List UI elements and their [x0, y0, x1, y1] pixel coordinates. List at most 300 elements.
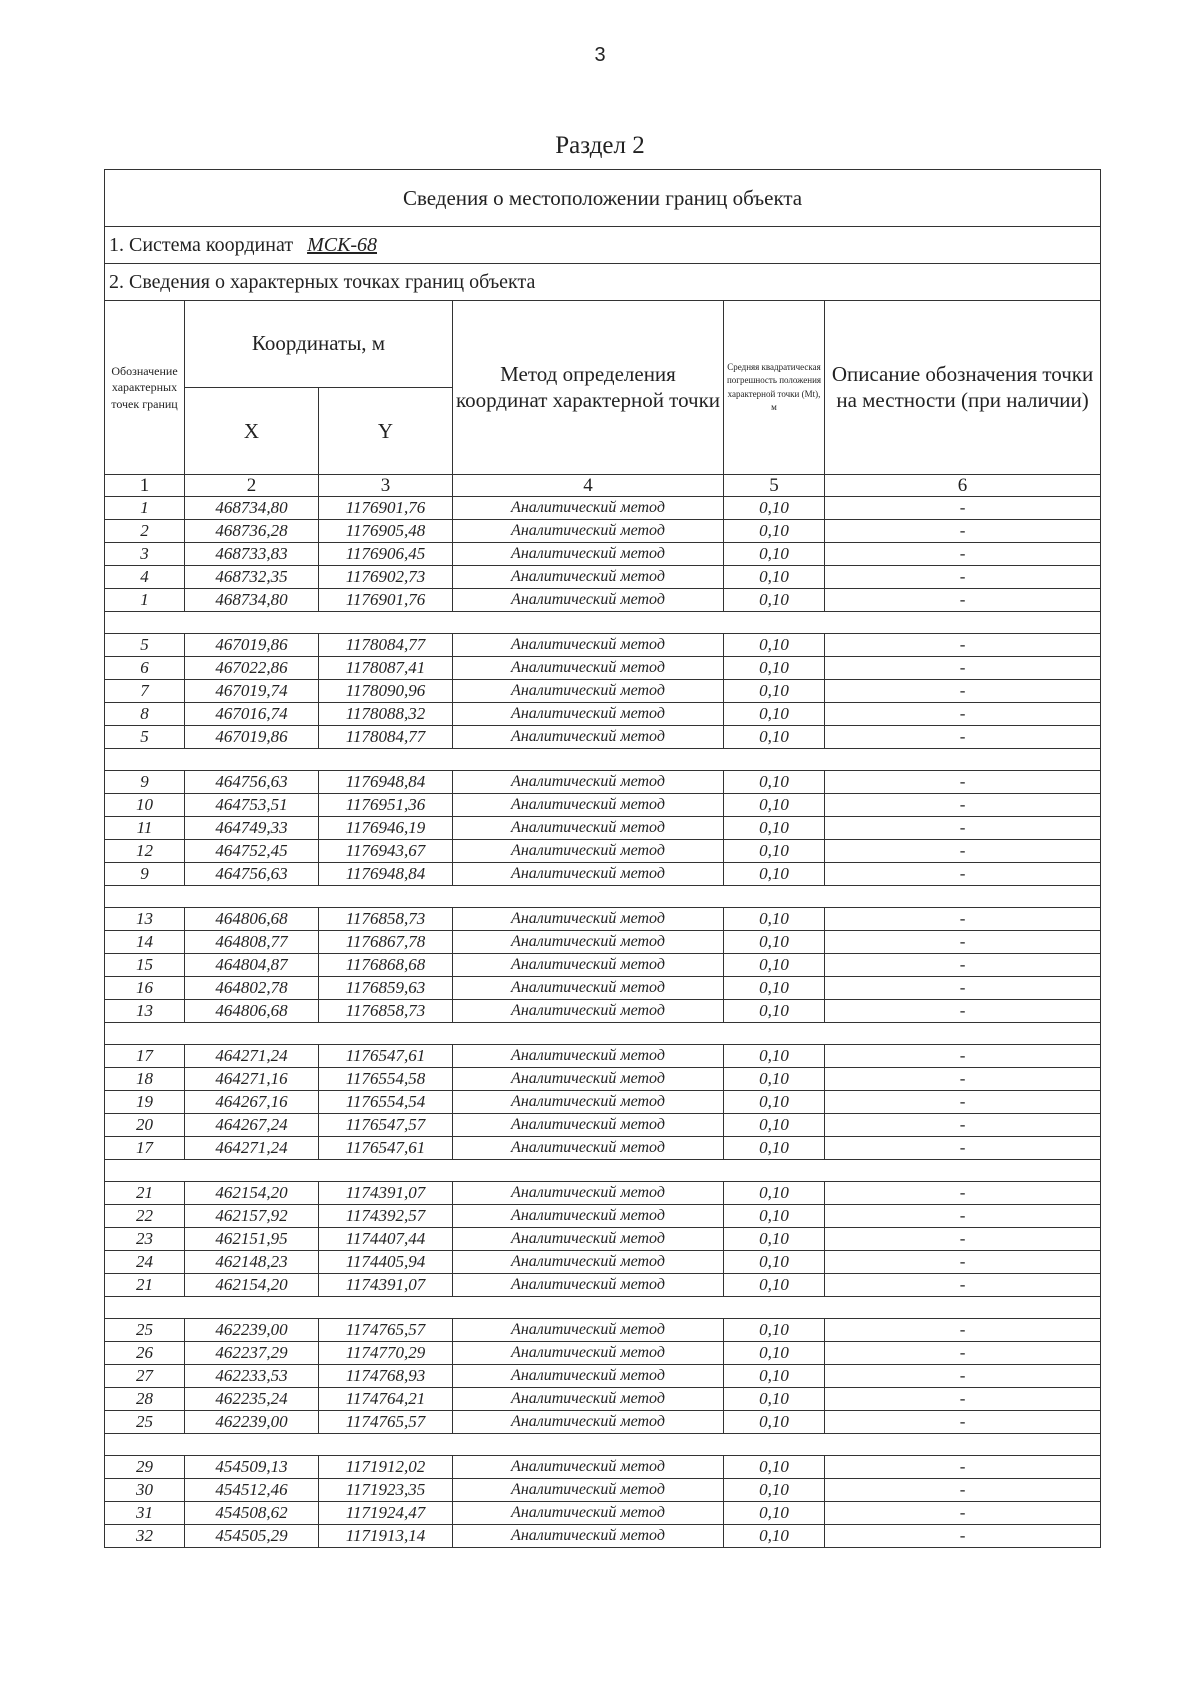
- table-row: [105, 1525, 1101, 1548]
- x-coord-cell: 464267,16: [185, 1091, 319, 1114]
- description-cell: -: [825, 726, 1101, 749]
- x-coord-cell: 462151,95: [185, 1228, 319, 1251]
- column-number: 4: [453, 475, 724, 497]
- point-id-cell: 15: [105, 954, 185, 977]
- boundary-points-table: [104, 169, 1101, 1548]
- table-row: [105, 771, 1101, 794]
- description-cell: -: [825, 1456, 1101, 1479]
- description-cell: -: [825, 1251, 1101, 1274]
- group-separator-row: [105, 886, 1101, 908]
- point-id-cell: 29: [105, 1456, 185, 1479]
- group-separator: [105, 749, 1101, 771]
- group-separator: [105, 1160, 1101, 1182]
- description-cell: -: [825, 1182, 1101, 1205]
- description-cell: -: [825, 771, 1101, 794]
- coord-system: [105, 227, 1101, 264]
- table-row: [105, 634, 1101, 657]
- x-coord-cell: 462233,53: [185, 1365, 319, 1388]
- y-coord-cell: 1174392,57: [319, 1205, 453, 1228]
- table-row: [105, 1365, 1101, 1388]
- point-id-cell: 6: [105, 657, 185, 680]
- method-cell: Аналитический метод: [453, 977, 724, 1000]
- x-coord-cell: 468734,80: [185, 497, 319, 520]
- mt-cell: 0,10: [724, 931, 825, 954]
- method-cell: Аналитический метод: [453, 634, 724, 657]
- point-id-cell: 8: [105, 703, 185, 726]
- method-cell: Аналитический метод: [453, 1525, 724, 1548]
- method-cell: Аналитический метод: [453, 1342, 724, 1365]
- description-cell: -: [825, 1479, 1101, 1502]
- method-cell: Аналитический метод: [453, 840, 724, 863]
- section-title: Раздел 2: [555, 132, 645, 159]
- table-row: [105, 977, 1101, 1000]
- point-id-cell: 25: [105, 1411, 185, 1434]
- method-cell: Аналитический метод: [453, 1114, 724, 1137]
- y-coord-cell: 1176867,78: [319, 931, 453, 954]
- table-row: [105, 543, 1101, 566]
- description-cell: -: [825, 908, 1101, 931]
- y-coord-cell: 1178084,77: [319, 726, 453, 749]
- point-id-cell: 13: [105, 1000, 185, 1023]
- y-coord-cell: 1176901,76: [319, 497, 453, 520]
- y-coord-cell: 1174391,07: [319, 1182, 453, 1205]
- method-cell: Аналитический метод: [453, 589, 724, 612]
- mt-cell: 0,10: [724, 497, 825, 520]
- header-x: X: [185, 388, 319, 475]
- page-number: 3: [594, 44, 606, 66]
- x-coord-cell: 454509,13: [185, 1456, 319, 1479]
- method-cell: Аналитический метод: [453, 1502, 724, 1525]
- table-row: [105, 1319, 1101, 1342]
- x-coord-cell: 462148,23: [185, 1251, 319, 1274]
- y-coord-cell: 1174765,57: [319, 1319, 453, 1342]
- mt-cell: 0,10: [724, 1274, 825, 1297]
- table-row: [105, 1205, 1101, 1228]
- header-method: Метод определения координат характерной точки: [453, 301, 724, 475]
- method-cell: Аналитический метод: [453, 1456, 724, 1479]
- method-cell: Аналитический метод: [453, 1091, 724, 1114]
- method-cell: Аналитический метод: [453, 817, 724, 840]
- table-row: [105, 840, 1101, 863]
- table-row: [105, 1137, 1101, 1160]
- y-coord-cell: 1176906,45: [319, 543, 453, 566]
- y-coord-cell: 1174768,93: [319, 1365, 453, 1388]
- table-row: [105, 1228, 1101, 1251]
- header-mt: Средняя квадратическая погрешность положения характерной точки (Mt), м: [724, 301, 825, 475]
- mt-cell: 0,10: [724, 908, 825, 931]
- description-cell: -: [825, 1319, 1101, 1342]
- y-coord-cell: 1178087,41: [319, 657, 453, 680]
- x-coord-cell: 464753,51: [185, 794, 319, 817]
- description-cell: -: [825, 840, 1101, 863]
- point-id-cell: 17: [105, 1137, 185, 1160]
- description-cell: -: [825, 1388, 1101, 1411]
- y-coord-cell: 1176547,61: [319, 1045, 453, 1068]
- x-coord-cell: 462237,29: [185, 1342, 319, 1365]
- x-coord-cell: 454512,46: [185, 1479, 319, 1502]
- mt-cell: 0,10: [724, 1319, 825, 1342]
- table-row: [105, 794, 1101, 817]
- description-cell: -: [825, 1091, 1101, 1114]
- description-cell: -: [825, 680, 1101, 703]
- method-cell: Аналитический метод: [453, 794, 724, 817]
- table-row: [105, 703, 1101, 726]
- table-row: [105, 1000, 1101, 1023]
- point-id-cell: 3: [105, 543, 185, 566]
- y-coord-cell: 1176868,68: [319, 954, 453, 977]
- point-id-cell: 32: [105, 1525, 185, 1548]
- x-coord-cell: 467022,86: [185, 657, 319, 680]
- x-coord-cell: 468732,35: [185, 566, 319, 589]
- x-coord-cell: 462154,20: [185, 1274, 319, 1297]
- mt-cell: 0,10: [724, 1365, 825, 1388]
- mt-cell: 0,10: [724, 1091, 825, 1114]
- x-coord-cell: 454505,29: [185, 1525, 319, 1548]
- point-id-cell: 26: [105, 1342, 185, 1365]
- point-id-cell: 4: [105, 566, 185, 589]
- mt-cell: 0,10: [724, 840, 825, 863]
- mt-cell: 0,10: [724, 589, 825, 612]
- point-id-cell: 17: [105, 1045, 185, 1068]
- y-coord-cell: 1176554,54: [319, 1091, 453, 1114]
- points-caption-row: [105, 264, 1101, 301]
- description-cell: -: [825, 1205, 1101, 1228]
- column-number-row: [105, 475, 1101, 497]
- column-number: 6: [825, 475, 1101, 497]
- y-coord-cell: 1174391,07: [319, 1274, 453, 1297]
- method-cell: Аналитический метод: [453, 520, 724, 543]
- x-coord-cell: 462154,20: [185, 1182, 319, 1205]
- x-coord-cell: 464806,68: [185, 908, 319, 931]
- y-coord-cell: 1176858,73: [319, 908, 453, 931]
- x-coord-cell: 464756,63: [185, 863, 319, 886]
- x-coord-cell: 464271,24: [185, 1045, 319, 1068]
- method-cell: Аналитический метод: [453, 954, 724, 977]
- x-coord-cell: 467019,86: [185, 726, 319, 749]
- y-coord-cell: 1176948,84: [319, 863, 453, 886]
- column-number: 2: [185, 475, 319, 497]
- coord-system-label: 1. Система координат: [109, 233, 294, 256]
- table-row: [105, 1502, 1101, 1525]
- header-row-1: [105, 301, 1101, 388]
- x-coord-cell: 462235,24: [185, 1388, 319, 1411]
- table-caption-row: [105, 170, 1101, 227]
- mt-cell: 0,10: [724, 1388, 825, 1411]
- mt-cell: 0,10: [724, 634, 825, 657]
- column-number: 1: [105, 475, 185, 497]
- mt-cell: 0,10: [724, 977, 825, 1000]
- description-cell: -: [825, 977, 1101, 1000]
- x-coord-cell: 464804,87: [185, 954, 319, 977]
- x-coord-cell: 468734,80: [185, 589, 319, 612]
- x-coord-cell: 464271,24: [185, 1137, 319, 1160]
- coord-system-value: МСК-68: [307, 233, 378, 256]
- table-row: [105, 1114, 1101, 1137]
- point-id-cell: 9: [105, 771, 185, 794]
- method-cell: Аналитический метод: [453, 931, 724, 954]
- mt-cell: 0,10: [724, 1456, 825, 1479]
- mt-cell: 0,10: [724, 1411, 825, 1434]
- method-cell: Аналитический метод: [453, 497, 724, 520]
- description-cell: -: [825, 497, 1101, 520]
- y-coord-cell: 1171923,35: [319, 1479, 453, 1502]
- description-cell: -: [825, 1068, 1101, 1091]
- mt-cell: 0,10: [724, 1114, 825, 1137]
- mt-cell: 0,10: [724, 1479, 825, 1502]
- description-cell: -: [825, 657, 1101, 680]
- description-cell: -: [825, 931, 1101, 954]
- mt-cell: 0,10: [724, 566, 825, 589]
- table-caption: Сведения о местоположении границ объекта: [105, 170, 1101, 227]
- point-id-cell: 9: [105, 863, 185, 886]
- x-coord-cell: 464752,45: [185, 840, 319, 863]
- description-cell: -: [825, 817, 1101, 840]
- y-coord-cell: 1171913,14: [319, 1525, 453, 1548]
- description-cell: -: [825, 954, 1101, 977]
- point-id-cell: 7: [105, 680, 185, 703]
- mt-cell: 0,10: [724, 543, 825, 566]
- x-coord-cell: 464808,77: [185, 931, 319, 954]
- table-row: [105, 1274, 1101, 1297]
- table-row: [105, 1342, 1101, 1365]
- column-number: 5: [724, 475, 825, 497]
- y-coord-cell: 1176951,36: [319, 794, 453, 817]
- mt-cell: 0,10: [724, 1068, 825, 1091]
- point-id-cell: 27: [105, 1365, 185, 1388]
- y-coord-cell: 1176858,73: [319, 1000, 453, 1023]
- mt-cell: 0,10: [724, 794, 825, 817]
- description-cell: -: [825, 543, 1101, 566]
- table-row: [105, 1456, 1101, 1479]
- y-coord-cell: 1176547,57: [319, 1114, 453, 1137]
- group-separator: [105, 886, 1101, 908]
- method-cell: Аналитический метод: [453, 1137, 724, 1160]
- mt-cell: 0,10: [724, 1045, 825, 1068]
- table-row: [105, 726, 1101, 749]
- mt-cell: 0,10: [724, 1137, 825, 1160]
- mt-cell: 0,10: [724, 680, 825, 703]
- points-caption: 2. Сведения о характерных точках границ объекта: [105, 264, 1101, 301]
- y-coord-cell: 1176554,58: [319, 1068, 453, 1091]
- table-row: [105, 1411, 1101, 1434]
- y-coord-cell: 1176905,48: [319, 520, 453, 543]
- table-row: [105, 566, 1101, 589]
- point-id-cell: 20: [105, 1114, 185, 1137]
- x-coord-cell: 462239,00: [185, 1319, 319, 1342]
- x-coord-cell: 462239,00: [185, 1411, 319, 1434]
- method-cell: Аналитический метод: [453, 726, 724, 749]
- point-id-cell: 5: [105, 634, 185, 657]
- y-coord-cell: 1178090,96: [319, 680, 453, 703]
- method-cell: Аналитический метод: [453, 1365, 724, 1388]
- x-coord-cell: 464756,63: [185, 771, 319, 794]
- method-cell: Аналитический метод: [453, 1228, 724, 1251]
- x-coord-cell: 464802,78: [185, 977, 319, 1000]
- table-row: [105, 589, 1101, 612]
- method-cell: Аналитический метод: [453, 1000, 724, 1023]
- column-number: 3: [319, 475, 453, 497]
- point-id-cell: 12: [105, 840, 185, 863]
- mt-cell: 0,10: [724, 520, 825, 543]
- table-row: [105, 1479, 1101, 1502]
- x-coord-cell: 468736,28: [185, 520, 319, 543]
- y-coord-cell: 1174764,21: [319, 1388, 453, 1411]
- group-separator: [105, 612, 1101, 634]
- description-cell: -: [825, 1228, 1101, 1251]
- description-cell: -: [825, 1365, 1101, 1388]
- y-coord-cell: 1176943,67: [319, 840, 453, 863]
- point-id-cell: 31: [105, 1502, 185, 1525]
- description-cell: -: [825, 1137, 1101, 1160]
- y-coord-cell: 1178088,32: [319, 703, 453, 726]
- group-separator: [105, 1023, 1101, 1045]
- description-cell: -: [825, 1114, 1101, 1137]
- point-id-cell: 19: [105, 1091, 185, 1114]
- method-cell: Аналитический метод: [453, 1251, 724, 1274]
- table-row: [105, 520, 1101, 543]
- table-row: [105, 908, 1101, 931]
- header-coordinates: Координаты, м: [185, 301, 453, 388]
- table-row: [105, 1068, 1101, 1091]
- mt-cell: 0,10: [724, 657, 825, 680]
- table-row: [105, 657, 1101, 680]
- method-cell: Аналитический метод: [453, 1274, 724, 1297]
- y-coord-cell: 1176901,76: [319, 589, 453, 612]
- description-cell: -: [825, 863, 1101, 886]
- table-row: [105, 1045, 1101, 1068]
- mt-cell: 0,10: [724, 1000, 825, 1023]
- point-id-cell: 21: [105, 1274, 185, 1297]
- point-id-cell: 13: [105, 908, 185, 931]
- mt-cell: 0,10: [724, 1182, 825, 1205]
- description-cell: -: [825, 1045, 1101, 1068]
- description-cell: -: [825, 566, 1101, 589]
- table-row: [105, 497, 1101, 520]
- table-row: [105, 931, 1101, 954]
- description-cell: -: [825, 1342, 1101, 1365]
- x-coord-cell: 467019,74: [185, 680, 319, 703]
- y-coord-cell: 1178084,77: [319, 634, 453, 657]
- mt-cell: 0,10: [724, 1525, 825, 1548]
- group-separator-row: [105, 612, 1101, 634]
- description-cell: -: [825, 520, 1101, 543]
- mt-cell: 0,10: [724, 726, 825, 749]
- y-coord-cell: 1176859,63: [319, 977, 453, 1000]
- mt-cell: 0,10: [724, 863, 825, 886]
- method-cell: Аналитический метод: [453, 543, 724, 566]
- method-cell: Аналитический метод: [453, 1479, 724, 1502]
- point-id-cell: 18: [105, 1068, 185, 1091]
- x-coord-cell: 467019,86: [185, 634, 319, 657]
- method-cell: Аналитический метод: [453, 1182, 724, 1205]
- description-cell: -: [825, 634, 1101, 657]
- table-row: [105, 954, 1101, 977]
- point-id-cell: 14: [105, 931, 185, 954]
- point-id-cell: 11: [105, 817, 185, 840]
- method-cell: Аналитический метод: [453, 566, 724, 589]
- header-description: Описание обозначения точки на местности (при наличии): [825, 301, 1101, 475]
- mt-cell: 0,10: [724, 771, 825, 794]
- x-coord-cell: 454508,62: [185, 1502, 319, 1525]
- description-cell: -: [825, 1411, 1101, 1434]
- point-id-cell: 24: [105, 1251, 185, 1274]
- mt-cell: 0,10: [724, 1342, 825, 1365]
- description-cell: -: [825, 794, 1101, 817]
- y-coord-cell: 1171924,47: [319, 1502, 453, 1525]
- y-coord-cell: 1174765,57: [319, 1411, 453, 1434]
- method-cell: Аналитический метод: [453, 1205, 724, 1228]
- method-cell: Аналитический метод: [453, 863, 724, 886]
- group-separator-row: [105, 1434, 1101, 1456]
- x-coord-cell: 464806,68: [185, 1000, 319, 1023]
- point-id-cell: 21: [105, 1182, 185, 1205]
- description-cell: -: [825, 703, 1101, 726]
- mt-cell: 0,10: [724, 703, 825, 726]
- mt-cell: 0,10: [724, 1205, 825, 1228]
- group-separator-row: [105, 749, 1101, 771]
- y-coord-cell: 1176946,19: [319, 817, 453, 840]
- description-cell: -: [825, 589, 1101, 612]
- x-coord-cell: 468733,83: [185, 543, 319, 566]
- method-cell: Аналитический метод: [453, 680, 724, 703]
- point-id-cell: 22: [105, 1205, 185, 1228]
- description-cell: -: [825, 1000, 1101, 1023]
- method-cell: Аналитический метод: [453, 1319, 724, 1342]
- header-point-designation: Обозначение характерных точек границ: [105, 301, 185, 475]
- header-y: Y: [319, 388, 453, 475]
- table-row: [105, 863, 1101, 886]
- table-row: [105, 817, 1101, 840]
- method-cell: Аналитический метод: [453, 1068, 724, 1091]
- method-cell: Аналитический метод: [453, 657, 724, 680]
- point-id-cell: 16: [105, 977, 185, 1000]
- method-cell: Аналитический метод: [453, 703, 724, 726]
- point-id-cell: 2: [105, 520, 185, 543]
- method-cell: Аналитический метод: [453, 908, 724, 931]
- table-row: [105, 1388, 1101, 1411]
- y-coord-cell: 1176948,84: [319, 771, 453, 794]
- x-coord-cell: 464267,24: [185, 1114, 319, 1137]
- table-body: [105, 170, 1101, 1548]
- table-row: [105, 1251, 1101, 1274]
- point-id-cell: 1: [105, 497, 185, 520]
- description-cell: -: [825, 1502, 1101, 1525]
- x-coord-cell: 467016,74: [185, 703, 319, 726]
- table-row: [105, 1182, 1101, 1205]
- group-separator-row: [105, 1160, 1101, 1182]
- group-separator: [105, 1297, 1101, 1319]
- mt-cell: 0,10: [724, 817, 825, 840]
- point-id-cell: 10: [105, 794, 185, 817]
- y-coord-cell: 1171912,02: [319, 1456, 453, 1479]
- group-separator-row: [105, 1023, 1101, 1045]
- y-coord-cell: 1174407,44: [319, 1228, 453, 1251]
- y-coord-cell: 1176902,73: [319, 566, 453, 589]
- method-cell: Аналитический метод: [453, 771, 724, 794]
- description-cell: -: [825, 1274, 1101, 1297]
- description-cell: -: [825, 1525, 1101, 1548]
- point-id-cell: 23: [105, 1228, 185, 1251]
- mt-cell: 0,10: [724, 954, 825, 977]
- group-separator-row: [105, 1297, 1101, 1319]
- table-row: [105, 1091, 1101, 1114]
- x-coord-cell: 464749,33: [185, 817, 319, 840]
- x-coord-cell: 462157,92: [185, 1205, 319, 1228]
- point-id-cell: 25: [105, 1319, 185, 1342]
- mt-cell: 0,10: [724, 1502, 825, 1525]
- method-cell: Аналитический метод: [453, 1388, 724, 1411]
- table-row: [105, 680, 1101, 703]
